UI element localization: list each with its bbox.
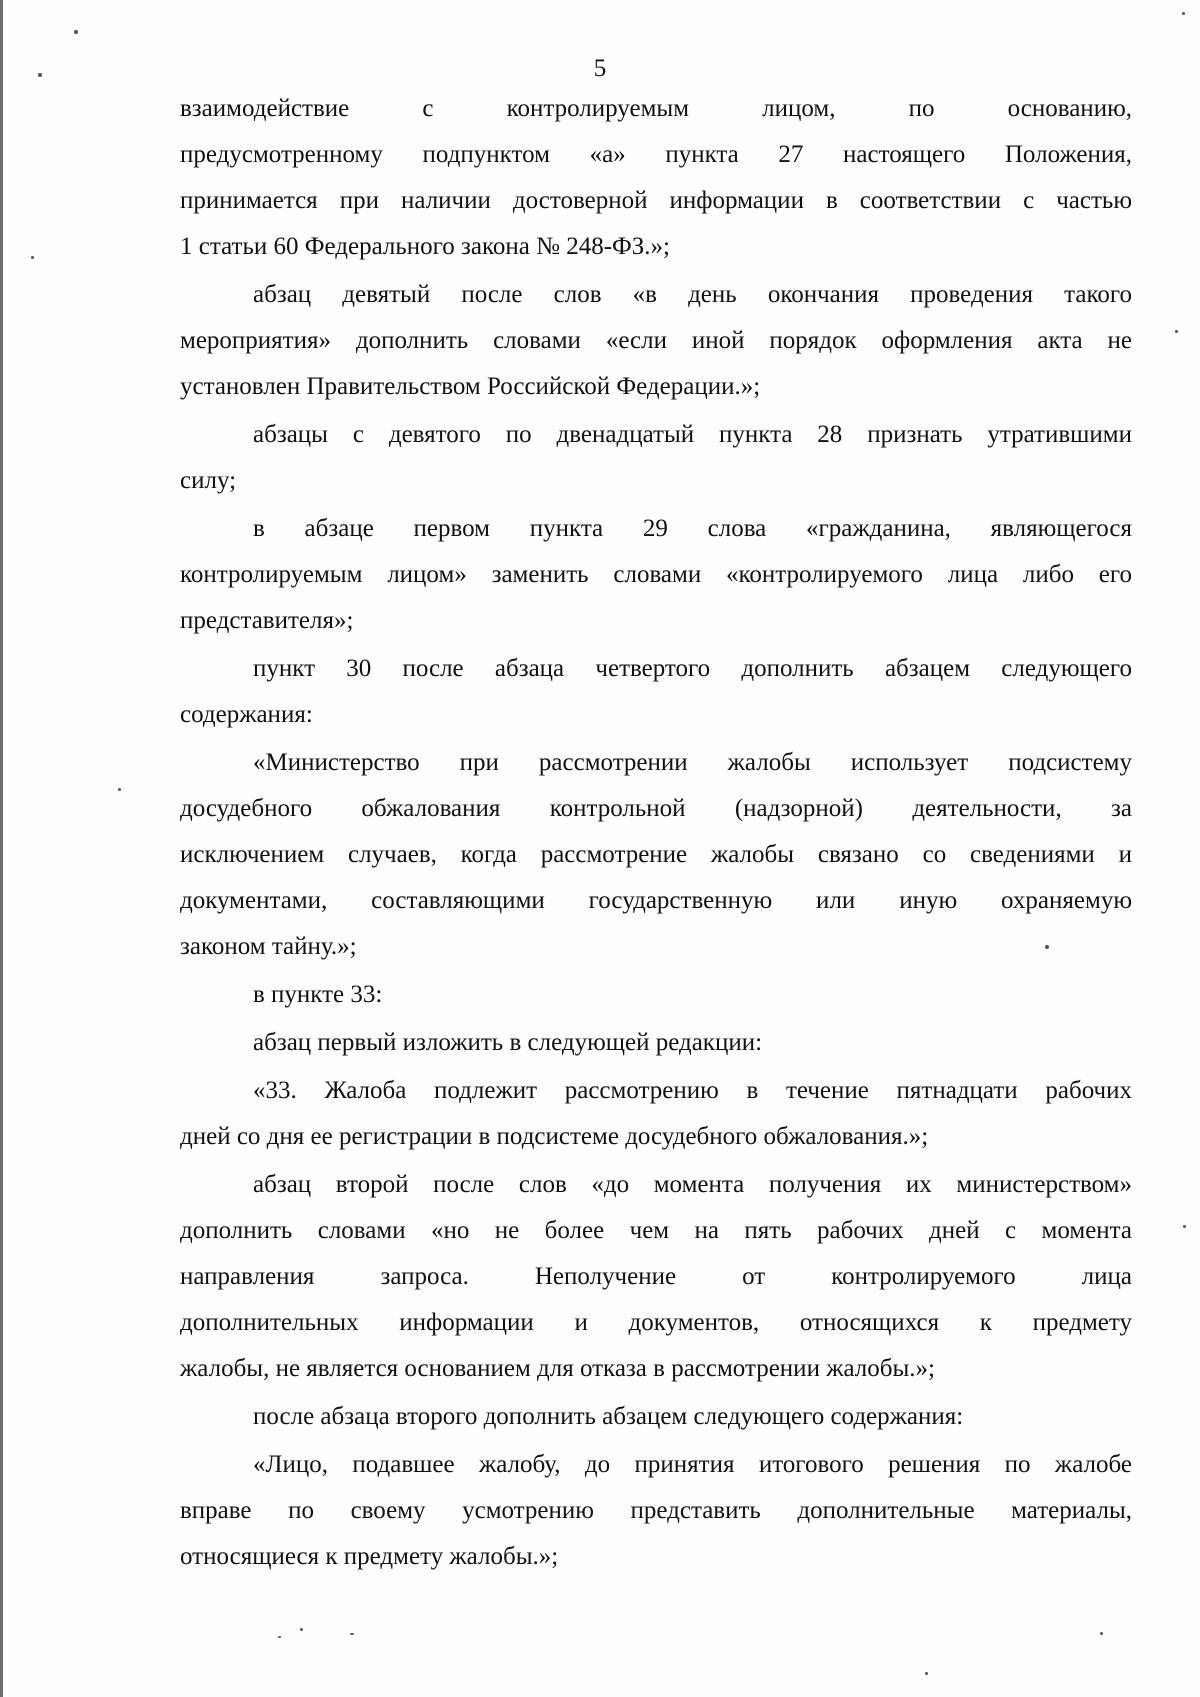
- text-line: пункт 30 после абзаца четвертого дополнить абзацем следующего: [253, 655, 1132, 682]
- text-line: установлен Правительством Российской Федерации.»;: [180, 373, 761, 400]
- text-line: предусмотренному подпунктом «а» пункта 27 настоящего Положения,: [180, 141, 1132, 168]
- text-line: дней со дня ее регистрации в подсистеме досудебного обжалования.»;: [180, 1123, 929, 1150]
- text-line: в абзаце первом пункта 29 слова «гражданина, являющегося: [253, 515, 1132, 542]
- paragraph-1: [180, 86, 1132, 270]
- text-line: силу;: [180, 467, 237, 494]
- scan-speck: [350, 1633, 354, 1635]
- text-line: жалобы, не является основанием для отказа в рассмотрении жалобы.»;: [180, 1355, 935, 1382]
- text-line: дополнить словами «но не более чем на пять рабочих дней с момента: [180, 1217, 1132, 1244]
- paragraph-2: [180, 272, 1132, 410]
- paragraph-11: [180, 1394, 1132, 1440]
- scan-left-edge: [0, 0, 3, 1697]
- scan-speck: [278, 1636, 281, 1638]
- paragraph-12: [180, 1442, 1132, 1580]
- page-number: 5: [593, 55, 607, 82]
- text-line: контролируемым лицом» заменить словами «контролируемого лица либо его: [180, 561, 1132, 588]
- paragraph-8: [180, 1020, 1132, 1066]
- text-line: в пункте 33:: [253, 981, 383, 1008]
- paragraph-5: [180, 646, 1132, 738]
- text-line: «Министерство при рассмотрении жалобы использует подсистему: [253, 749, 1132, 776]
- text-line: законом тайну.»;: [180, 933, 357, 960]
- text-line: вправе по своему усмотрению представить дополнительные материалы,: [180, 1497, 1132, 1524]
- text-line: абзац второй после слов «до момента получения их министерством»: [253, 1171, 1132, 1198]
- text-line: 1 статьи 60 Федерального закона № 248-ФЗ.»;: [180, 233, 670, 260]
- text-line: направления запроса. Неполучение от контролируемого лица: [180, 1263, 1132, 1290]
- scan-speck: [1045, 945, 1049, 949]
- text-line: относящиеся к предмету жалобы.»;: [180, 1543, 559, 1570]
- text-line: принимается при наличии достоверной информации в соответствии с частью: [180, 187, 1132, 214]
- scan-speck: [1183, 1225, 1186, 1228]
- text-line: после абзаца второго дополнить абзацем следующего содержания:: [253, 1403, 964, 1430]
- text-line: документами, составляющими государственную или иную охраняемую: [180, 887, 1132, 914]
- scan-speck: [74, 30, 78, 34]
- text-line: абзацы с девятого по двенадцатый пункта 28 признать утратившими: [253, 421, 1132, 448]
- text-line: исключением случаев, когда рассмотрение жалобы связано со сведениями и: [180, 841, 1132, 868]
- text-line: мероприятия» дополнить словами «если иной порядок оформления акта не: [180, 327, 1132, 354]
- paragraph-3: [180, 412, 1132, 504]
- paragraph-7: [180, 972, 1132, 1018]
- text-line: «33. Жалоба подлежит рассмотрению в течение пятнадцати рабочих: [253, 1077, 1132, 1104]
- scan-speck: [1175, 330, 1178, 333]
- paragraph-6: [180, 740, 1132, 970]
- paragraph-10: [180, 1162, 1132, 1392]
- document-body: [180, 86, 1132, 1580]
- text-line: абзац девятый после слов «в день окончания проведения такого: [253, 281, 1132, 308]
- paragraph-9: [180, 1068, 1132, 1160]
- text-line: взаимодействие с контролируемым лицом, по основанию,: [180, 95, 1132, 122]
- scan-speck: [1100, 1632, 1103, 1635]
- scan-speck: [38, 73, 42, 77]
- text-line: содержания:: [180, 701, 313, 728]
- scan-speck: [118, 788, 121, 791]
- scan-speck: [925, 1672, 928, 1675]
- text-line: «Лицо, подавшее жалобу, до принятия итогового решения по жалобе: [253, 1451, 1132, 1478]
- scan-speck: [31, 256, 34, 259]
- text-line: дополнительных информации и документов, относящихся к предмету: [180, 1309, 1132, 1336]
- scan-speck: [1182, 12, 1185, 15]
- scan-speck: [300, 1628, 303, 1631]
- paragraph-4: [180, 506, 1132, 644]
- text-line: досудебного обжалования контрольной (надзорной) деятельности, за: [180, 795, 1132, 822]
- text-line: абзац первый изложить в следующей редакции:: [253, 1029, 763, 1056]
- text-line: представителя»;: [180, 607, 354, 634]
